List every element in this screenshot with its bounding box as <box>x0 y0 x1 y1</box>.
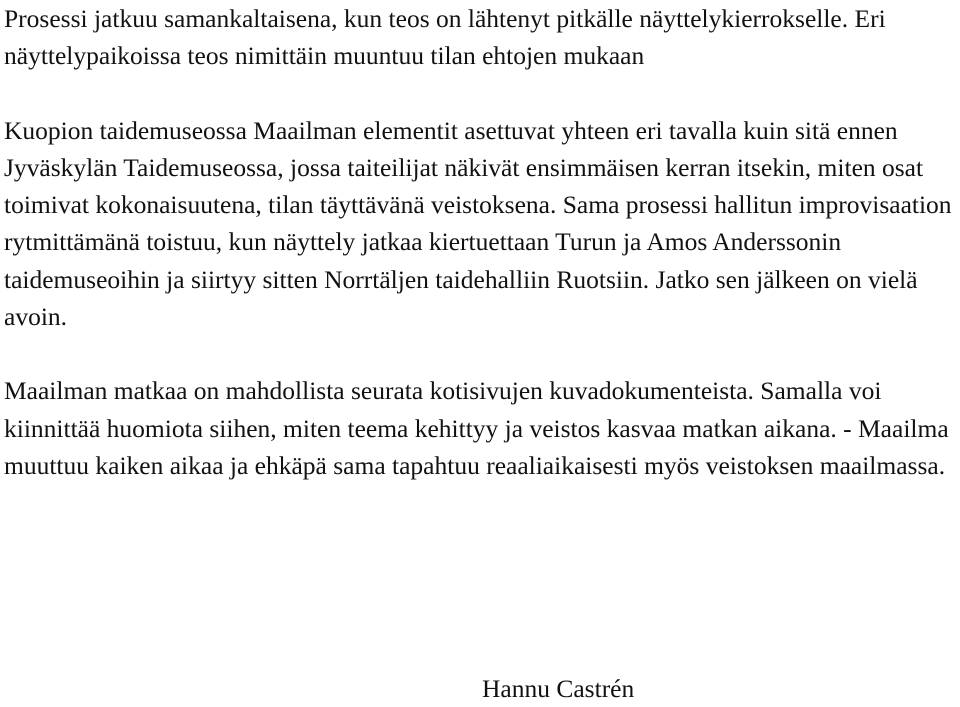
paragraph-3: Maailman matkaa on mahdollista seurata kotisivujen kuvadokumenteista. Samalla voi kiinnittää huomiota siihen, miten teema kehittyy ja veistos kasvaa matkan aikana. - Maailma muuttuu kaiken aikaa ja ehkäpä sama tapahtuu reaaliaikaisesti myös veistoksen maailmassa. <box>4 376 949 480</box>
document-body <box>4 0 956 484</box>
paragraph-1: Prosessi jatkuu samankaltaisena, kun teos on lähtenyt pitkälle näyttelykierrokselle. Eri näyttelypaikoissa teos nimittäin muuntuu tilan ehtojen mukaan <box>4 4 886 71</box>
author-signature: Hannu Castrén <box>482 674 635 703</box>
paragraph-2: Kuopion taidemuseossa Maailman elementit asettuvat yhteen eri tavalla kuin sitä ennen Jyväskylän Taidemuseossa, jossa taiteilijat näkivät ensimmäisen kerran itsekin, miten osat toimivat kokonaisuutena, tilan täyttävänä veistoksena. Sama prosessi hallitun improvisaation rytmittämänä toistuu, kun näyttely jatkaa kiertuettaan Turun ja Amos Anderssonin taidemuseoihin ja siirtyy sitten Norrtäljen taidehalliin Ruotsiin. Jatko sen jälkeen on vielä avoin. <box>4 115 952 332</box>
